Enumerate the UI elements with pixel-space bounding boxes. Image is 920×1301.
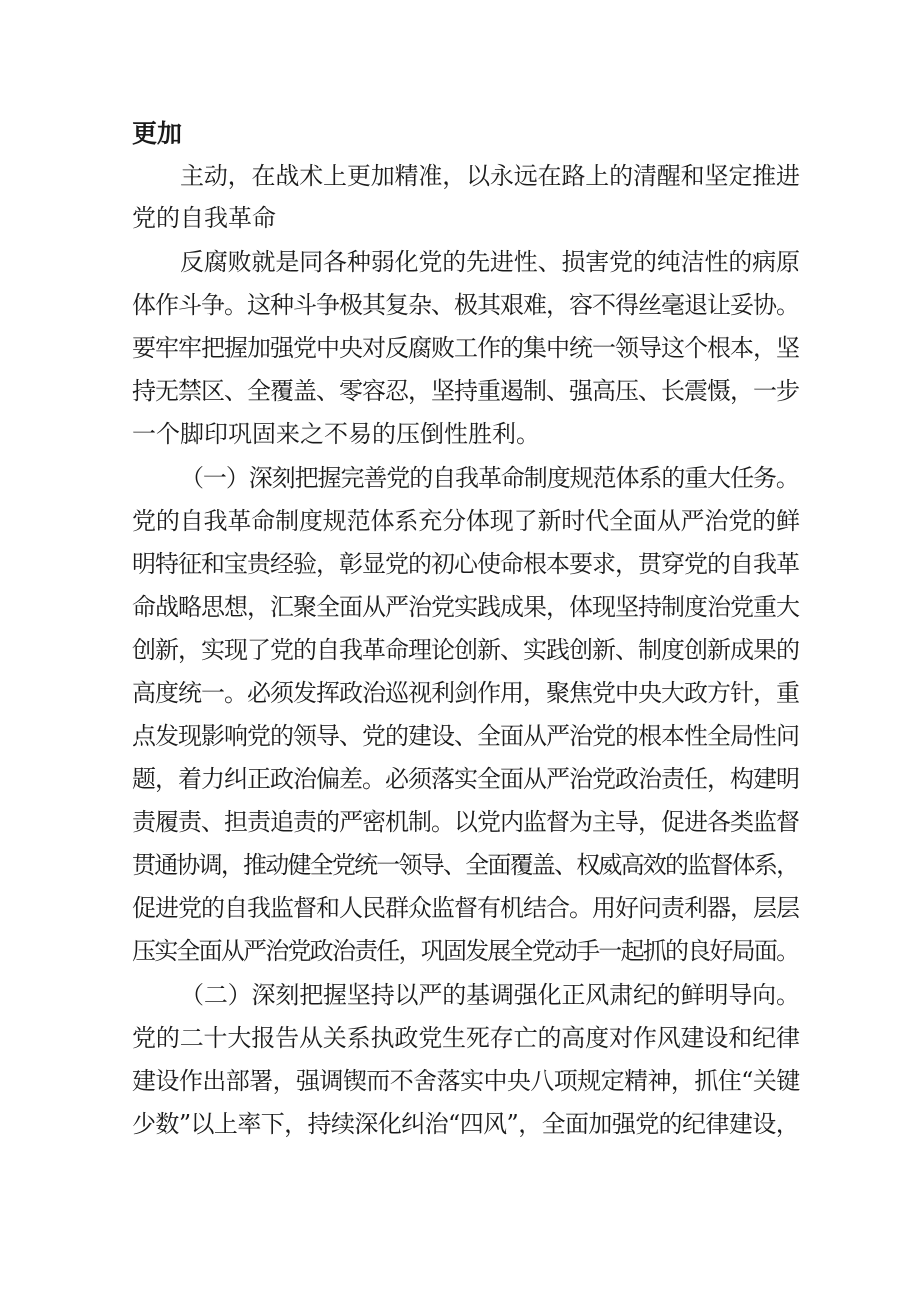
paragraph-2-line-1: 反腐败就是同各种弱化党的先进性、损害党的纯洁性的病原: [180, 248, 800, 276]
paragraph-3-line-1: （一）深刻把握完善党的自我革命制度规范体系的重大任务。: [180, 464, 799, 492]
paragraph-3-line-11: 促进党的自我监督和人民群众监督有机结合。用好问责利器，层层: [132, 894, 799, 922]
paragraph-4-line-4: 少数”以上率下，持续深化纠治“四风”，全面加强党的纪律建设，: [132, 1110, 800, 1138]
paragraph-3-line-7: 点发现影响党的领导、党的建设、全面从严治党的根本性全局性问: [132, 722, 799, 750]
paragraph-3-line-9: 责履责、担责追责的严密机制。以党内监督为主导，促进各类监督: [132, 808, 799, 836]
paragraph-4-line-2: 党的二十大报告从关系执政党生死存亡的高度对作风建设和纪律: [132, 1024, 800, 1052]
paragraph-4-line-3: 建设作出部署，强调锲而不舍落实中央八项规定精神，抓住“关键: [132, 1067, 800, 1095]
paragraph-3-line-3: 明特征和宝贵经验，彰显党的初心使命根本要求，贯穿党的自我革: [132, 550, 799, 578]
paragraph-3-line-10: 贯通协调，推动健全党统一领导、全面覆盖、权威高效的监督体系，: [132, 851, 799, 879]
paragraph-4-line-1: （二）深刻把握坚持以严的基调强化正风肃纪的鲜明导向。: [180, 981, 800, 1009]
section-heading: 更加: [132, 119, 183, 148]
paragraph-3-line-12: 压实全面从严治党政治责任，巩固发展全党动手一起抓的良好局面。: [132, 937, 799, 965]
paragraph-3-line-5: 创新，实现了党的自我革命理论创新、实践创新、制度创新成果的: [132, 636, 799, 664]
paragraph-3-line-6: 高度统一。必须发挥政治巡视利剑作用，聚焦党中央大政方针，重: [132, 679, 799, 707]
paragraph-3-line-4: 命战略思想，汇聚全面从严治党实践成果，体现坚持制度治党重大: [132, 593, 799, 621]
paragraph-2-line-3: 要牢牢把握加强党中央对反腐败工作的集中统一领导这个根本，坚: [132, 334, 799, 362]
paragraph-3-line-8: 题，着力纠正政治偏差。必须落实全面从严治党政治责任，构建明: [132, 765, 799, 793]
paragraph-1-line-2: 党的自我革命: [132, 204, 276, 232]
paragraph-1-line-1: 主动，在战术上更加精准，以永远在路上的清醒和坚定推进: [180, 162, 800, 190]
paragraph-2-line-2: 体作斗争。这种斗争极其复杂、极其艰难，容不得丝毫退让妥协。: [132, 291, 799, 319]
paragraph-3-line-2: 党的自我革命制度规范体系充分体现了新时代全面从严治党的鲜: [132, 507, 800, 535]
paragraph-2-line-4: 持无禁区、全覆盖、零容忍，坚持重遏制、强高压、长震慑，一步: [132, 377, 799, 405]
paragraph-2-line-5: 一个脚印巩固来之不易的压倒性胜利。: [132, 420, 540, 448]
